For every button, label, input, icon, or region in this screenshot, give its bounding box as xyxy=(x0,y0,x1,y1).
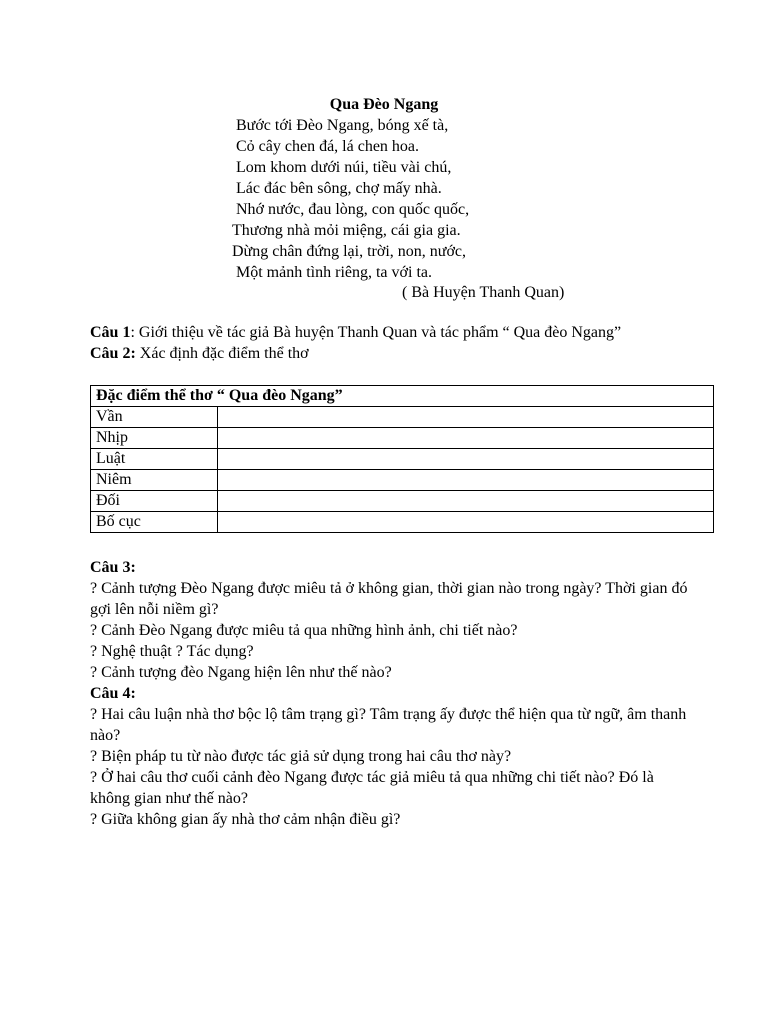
poem-body xyxy=(230,115,469,283)
question-1 xyxy=(90,322,730,343)
table-row-value xyxy=(218,470,714,491)
table-row xyxy=(91,428,714,449)
question-2-text: Xác định đặc điểm thể thơ xyxy=(135,345,309,362)
question-4-item: ? Ở hai câu thơ cuối cảnh đèo Ngang được tác giả miêu tả qua những chi tiết nào? Đó là không gian như thế nào? xyxy=(90,769,654,807)
poem-line: Dừng chân đứng lại, trời, non, nước, xyxy=(232,243,467,260)
table-row-label: Nhịp xyxy=(91,428,218,449)
poem-line: Bước tới Đèo Ngang, bóng xế tà, xyxy=(236,117,449,134)
table-row-label: Đối xyxy=(91,491,218,512)
poem-line: Nhớ nước, đau lòng, con quốc quốc, xyxy=(236,201,470,218)
poem-author: ( Bà Huyện Thanh Quan) xyxy=(402,284,565,301)
table-row-label: Niêm xyxy=(91,470,218,491)
question-4-label: Câu 4: xyxy=(90,685,136,702)
poem-line: Lác đác bên sông, chợ mấy nhà. xyxy=(236,180,442,197)
table-row-value xyxy=(218,407,714,428)
table-row xyxy=(91,491,714,512)
table-row xyxy=(91,407,714,428)
question-4-item: ? Hai câu luận nhà thơ bộc lộ tâm trạng gì? Tâm trạng ấy được thể hiện qua từ ngữ, âm thanh nào? xyxy=(90,706,687,744)
question-3-item: ? Cảnh Đèo Ngang được miêu tả qua những hình ảnh, chi tiết nào? xyxy=(90,622,518,639)
table-row-value xyxy=(218,428,714,449)
table-row-label: Bố cục xyxy=(91,512,218,533)
question-3-label: Câu 3: xyxy=(90,559,136,576)
poem-line: Thương nhà mỏi miệng, cái gia gia. xyxy=(232,222,461,239)
table-row xyxy=(91,470,714,491)
question-4-item: ? Giữa không gian ấy nhà thơ cảm nhận điều gì? xyxy=(90,811,401,828)
question-1-label: Câu 1 xyxy=(90,324,131,341)
questions-detail xyxy=(90,557,690,830)
table-row-label: Vần xyxy=(91,407,218,428)
table-row xyxy=(91,512,714,533)
table-header: Đặc điểm thể thơ “ Qua đèo Ngang” xyxy=(91,386,714,407)
table-header-row xyxy=(91,386,714,407)
table-row-value xyxy=(218,491,714,512)
poem-title: Qua Đèo Ngang xyxy=(329,96,439,113)
poem-line: Lom khom dưới núi, tiều vài chú, xyxy=(236,159,452,176)
table-row xyxy=(91,449,714,470)
poem-features-table xyxy=(90,385,714,533)
question-3-item: ? Cảnh tượng đèo Ngang hiện lên như thế nào? xyxy=(90,664,392,681)
question-3-item: ? Nghệ thuật ? Tác dụng? xyxy=(90,643,254,660)
question-1-text: : Giới thiệu về tác giả Bà huyện Thanh Quan và tác phẩm “ Qua đèo Ngang” xyxy=(130,324,622,341)
question-4-item: ? Biện pháp tu từ nào được tác giả sử dụng trong hai câu thơ này? xyxy=(90,748,512,765)
poem-line: Cỏ cây chen đá, lá chen hoa. xyxy=(236,138,420,155)
question-3-item: ? Cảnh tượng Đèo Ngang được miêu tả ở không gian, thời gian nào trong ngày? Thời gian đó gợi lên nỗi niềm gì? xyxy=(90,580,688,618)
table-row-value xyxy=(218,512,714,533)
poem-line: Một mảnh tình riêng, ta với ta. xyxy=(236,264,432,281)
question-2-label: Câu 2: xyxy=(90,345,136,362)
table-row-label: Luật xyxy=(91,449,218,470)
question-2 xyxy=(90,343,730,364)
questions-intro xyxy=(90,322,730,364)
table-row-value xyxy=(218,449,714,470)
